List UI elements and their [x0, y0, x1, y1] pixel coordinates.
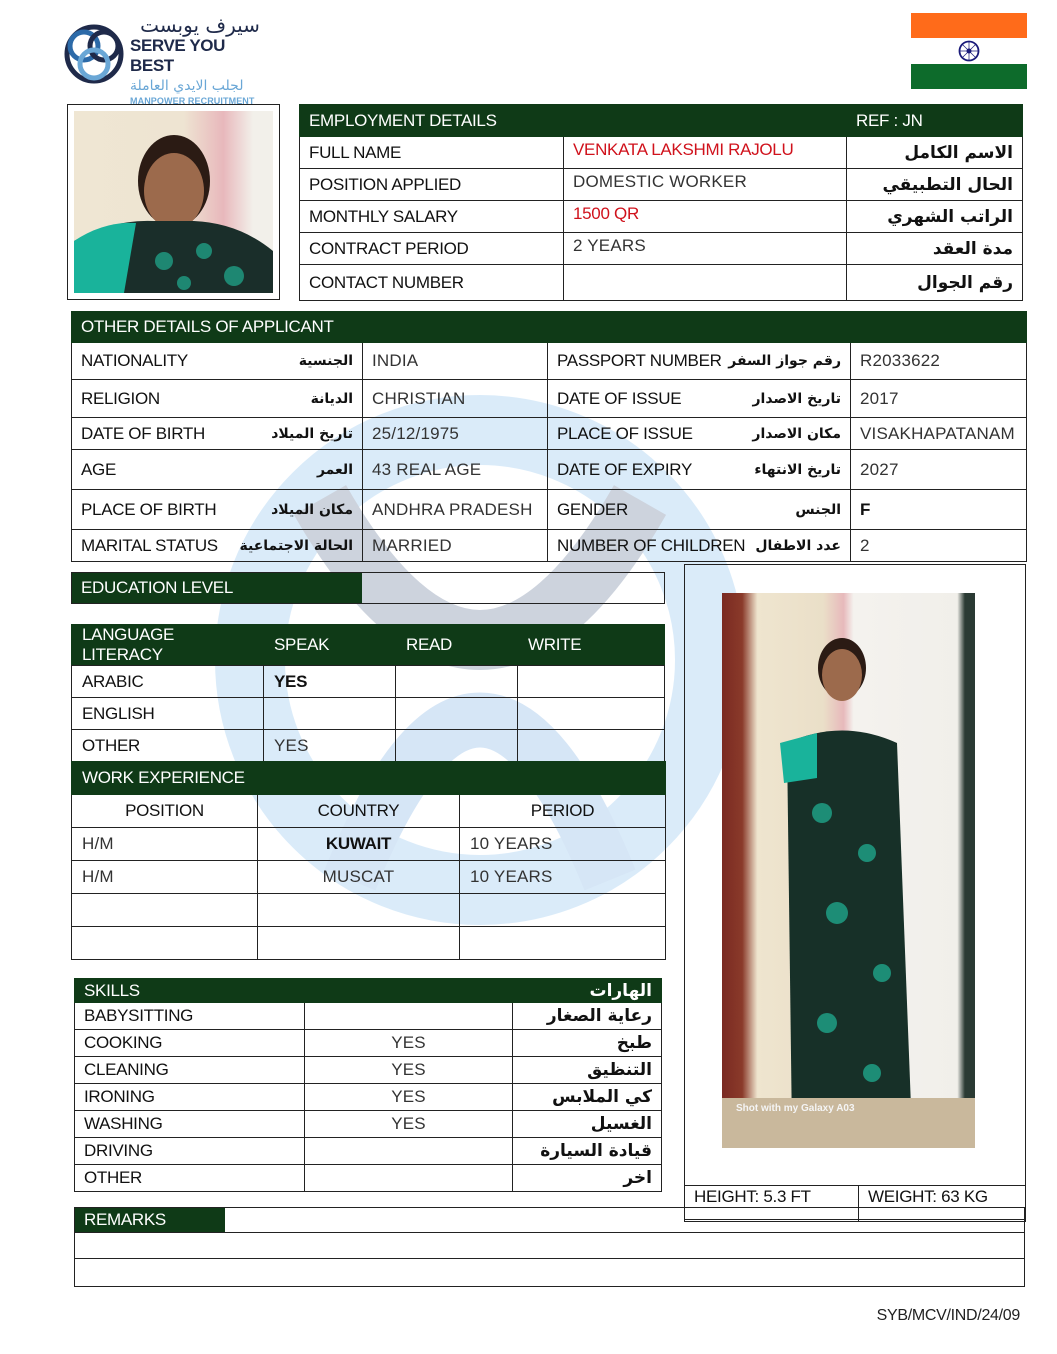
value-contract: 2 YEARS — [564, 233, 847, 265]
employment-header: EMPLOYMENT DETAILS — [300, 105, 847, 137]
skill-name-ar: رعاية الصغار — [513, 1003, 662, 1030]
label-expiry: DATE OF EXPIRY — [557, 459, 692, 479]
work-period: 10 YEARS — [460, 828, 666, 861]
label-position: POSITION APPLIED — [300, 169, 564, 201]
label-contract-ar: مدة العقد — [847, 233, 1023, 265]
work-row — [72, 927, 666, 960]
weight-value: WEIGHT: 63 KG — [859, 1186, 1026, 1208]
value-expiry: 2027 — [851, 450, 1027, 490]
skill-value: YES — [305, 1084, 513, 1111]
india-flag-icon — [911, 13, 1027, 89]
skill-name: BABYSITTING — [75, 1003, 305, 1030]
row-full-name — [300, 137, 1023, 169]
label-contact: CONTACT NUMBER — [300, 265, 564, 301]
lang-row — [72, 730, 665, 762]
work-position: H/M — [72, 828, 258, 861]
lang-name: ARABIC — [72, 666, 264, 698]
lang-read — [396, 698, 518, 730]
row-salary — [300, 201, 1023, 233]
remarks-line-1 — [75, 1232, 1024, 1259]
skill-row — [75, 1003, 662, 1030]
value-salary: 1500 QR — [564, 201, 847, 233]
full-length-photo — [722, 593, 975, 1148]
label-nationality: NATIONALITY — [81, 351, 188, 370]
knot-logo-icon — [60, 18, 128, 90]
other-details-header-blank — [548, 312, 1027, 343]
skills-header-ar: الهارات — [513, 979, 662, 1003]
lang-row — [72, 666, 665, 698]
brand-tagline-ar: لجلب الايدي العاملة — [130, 78, 244, 94]
lang-header-speak: SPEAK — [264, 625, 396, 666]
work-country: KUWAIT — [258, 828, 460, 861]
language-literacy-table — [71, 624, 665, 762]
lang-speak — [264, 698, 396, 730]
row-position — [300, 169, 1023, 201]
skill-name: CLEANING — [75, 1057, 305, 1084]
label-age: AGE — [81, 459, 117, 479]
work-period — [460, 927, 666, 960]
work-position — [72, 894, 258, 927]
label-full-name-ar: الاسم الكامل — [847, 137, 1023, 169]
value-children: 2 — [851, 530, 1027, 562]
skill-value — [305, 1003, 513, 1030]
lang-name: ENGLISH — [72, 698, 264, 730]
value-dob: 25/12/1975 — [363, 418, 548, 450]
label-dob: DATE OF BIRTH — [81, 423, 205, 443]
lang-header-language: LANGUAGE LITERACY — [72, 625, 264, 666]
ashoka-chakra-icon — [958, 40, 980, 62]
value-date-of-issue: 2017 — [851, 380, 1027, 418]
label-passport: PASSPORT NUMBER — [557, 351, 722, 370]
remarks-section — [74, 1207, 1025, 1287]
label-religion: RELIGION — [81, 388, 160, 408]
skill-name: IRONING — [75, 1084, 305, 1111]
lang-header-write: WRITE — [518, 625, 665, 666]
label-nationality-ar: الجنسية — [298, 353, 353, 369]
lang-read — [396, 666, 518, 698]
skills-table — [74, 978, 662, 1192]
work-col-country: COUNTRY — [258, 795, 460, 828]
portrait-image — [74, 111, 273, 293]
skill-name: DRIVING — [75, 1138, 305, 1165]
detail-row — [72, 450, 1027, 490]
education-level-row — [71, 572, 665, 604]
label-full-name: FULL NAME — [300, 137, 564, 169]
work-header-blank — [460, 762, 666, 795]
row-contract — [300, 233, 1023, 265]
label-salary: MONTHLY SALARY — [300, 201, 564, 233]
ref-label: REF : JN — [847, 105, 1023, 137]
skill-value: YES — [305, 1057, 513, 1084]
skill-name-ar: قيادة السيارة — [513, 1138, 662, 1165]
skill-row — [75, 1030, 662, 1057]
value-religion: CHRISTIAN — [363, 380, 548, 418]
work-period — [460, 894, 666, 927]
skill-name: OTHER — [75, 1165, 305, 1192]
label-children-ar: عدد الاطفال — [755, 537, 841, 554]
value-contact — [564, 265, 847, 301]
skill-row — [75, 1111, 662, 1138]
label-place-of-birth-ar: مكان الميلاد — [271, 501, 353, 518]
skill-value — [305, 1138, 513, 1165]
label-place-of-issue: PLACE OF ISSUE — [557, 423, 693, 443]
work-position: H/M — [72, 861, 258, 894]
company-logo — [60, 13, 260, 106]
other-details-table — [71, 311, 1027, 562]
value-gender: F — [851, 490, 1027, 530]
brand-tagline-en: MANPOWER RECRUITMENT — [130, 96, 255, 106]
lang-name: OTHER — [72, 730, 264, 762]
employment-details-table — [299, 104, 1023, 301]
value-position: DOMESTIC WORKER — [564, 169, 847, 201]
label-passport-ar: رقم جواز السفر — [728, 353, 841, 369]
work-col-period: PERIOD — [460, 795, 666, 828]
skill-value: YES — [305, 1111, 513, 1138]
skill-name-ar: اخر — [513, 1165, 662, 1192]
brand-name-en: SERVE YOU BEST — [130, 36, 225, 75]
work-row — [72, 828, 666, 861]
skill-name: WASHING — [75, 1111, 305, 1138]
portrait-photo — [67, 104, 280, 300]
skill-value — [305, 1165, 513, 1192]
skill-name-ar: طبخ — [513, 1030, 662, 1057]
remarks-label: REMARKS — [75, 1208, 225, 1232]
remarks-line-2 — [75, 1260, 1024, 1287]
value-place-of-birth: ANDHRA PRADESH — [363, 490, 548, 530]
document-reference: SYB/MCV/IND/24/09 — [876, 1307, 1020, 1324]
full-length-photo-frame — [684, 564, 1026, 1220]
lang-speak: YES — [264, 666, 396, 698]
work-period: 10 YEARS — [460, 861, 666, 894]
skill-row — [75, 1165, 662, 1192]
value-marital: MARRIED — [363, 530, 548, 562]
lang-speak: YES — [264, 730, 396, 762]
skill-name-ar: كي الملابس — [513, 1084, 662, 1111]
lang-read — [396, 730, 518, 762]
label-salary-ar: الراتب الشهري — [847, 201, 1023, 233]
education-value — [362, 573, 664, 603]
label-age-ar: العمر — [316, 461, 353, 478]
skills-header: SKILLS — [75, 979, 513, 1003]
value-age: 43 REAL AGE — [363, 450, 548, 490]
label-date-of-issue-ar: تاريخ الاصدار — [752, 390, 841, 407]
work-position — [72, 927, 258, 960]
label-place-of-birth: PLACE OF BIRTH — [81, 499, 217, 519]
lang-write — [518, 730, 665, 762]
value-nationality: INDIA — [363, 343, 548, 380]
label-marital: MARITAL STATUS — [81, 535, 218, 555]
lang-row — [72, 698, 665, 730]
label-contract: CONTRACT PERIOD — [300, 233, 564, 265]
label-date-of-issue: DATE OF ISSUE — [557, 388, 682, 408]
work-col-position: POSITION — [72, 795, 258, 828]
label-gender-ar: الجنس — [795, 501, 841, 518]
detail-row — [72, 343, 1027, 380]
skill-row — [75, 1138, 662, 1165]
education-label: EDUCATION LEVEL — [72, 573, 362, 603]
label-marital-ar: الحالة الاجتماعية — [239, 537, 353, 554]
work-header: WORK EXPERIENCE — [72, 762, 460, 795]
skill-name-ar: الغسيل — [513, 1111, 662, 1138]
work-country — [258, 927, 460, 960]
label-children: NUMBER OF CHILDREN — [557, 535, 746, 555]
label-dob-ar: تاريخ الميلاد — [271, 425, 353, 442]
detail-row — [72, 418, 1027, 450]
label-religion-ar: الديانة — [310, 390, 353, 407]
other-details-header: OTHER DETAILS OF APPLICANT — [72, 312, 548, 343]
skill-name: COOKING — [75, 1030, 305, 1057]
lang-write — [518, 666, 665, 698]
detail-row — [72, 380, 1027, 418]
lang-header-read: READ — [396, 625, 518, 666]
skill-row — [75, 1057, 662, 1084]
lang-write — [518, 698, 665, 730]
work-country: MUSCAT — [258, 861, 460, 894]
work-row — [72, 894, 666, 927]
label-contact-ar: رقم الجوال — [847, 265, 1023, 301]
detail-row — [72, 490, 1027, 530]
label-expiry-ar: تاريخ الانتهاء — [754, 461, 841, 478]
label-gender: GENDER — [557, 499, 628, 519]
row-contact — [300, 265, 1023, 301]
skill-row — [75, 1084, 662, 1111]
camera-watermark: Shot with my Galaxy A03 — [736, 1103, 855, 1114]
work-country — [258, 894, 460, 927]
work-experience-table — [71, 761, 666, 960]
skill-value: YES — [305, 1030, 513, 1057]
value-full-name: VENKATA LAKSHMI RAJOLU — [564, 137, 847, 169]
detail-row — [72, 530, 1027, 562]
work-row — [72, 861, 666, 894]
value-passport: R2033622 — [851, 343, 1027, 380]
brand-name-ar: سيرف يوبست — [140, 13, 260, 37]
label-position-ar: الحال التطبيقي — [847, 169, 1023, 201]
label-place-of-issue-ar: مكان الاصدار — [752, 425, 841, 442]
height-value: HEIGHT: 5.3 FT — [685, 1186, 859, 1208]
value-place-of-issue: VISAKHAPATANAM — [851, 418, 1027, 450]
skill-name-ar: التنظيق — [513, 1057, 662, 1084]
